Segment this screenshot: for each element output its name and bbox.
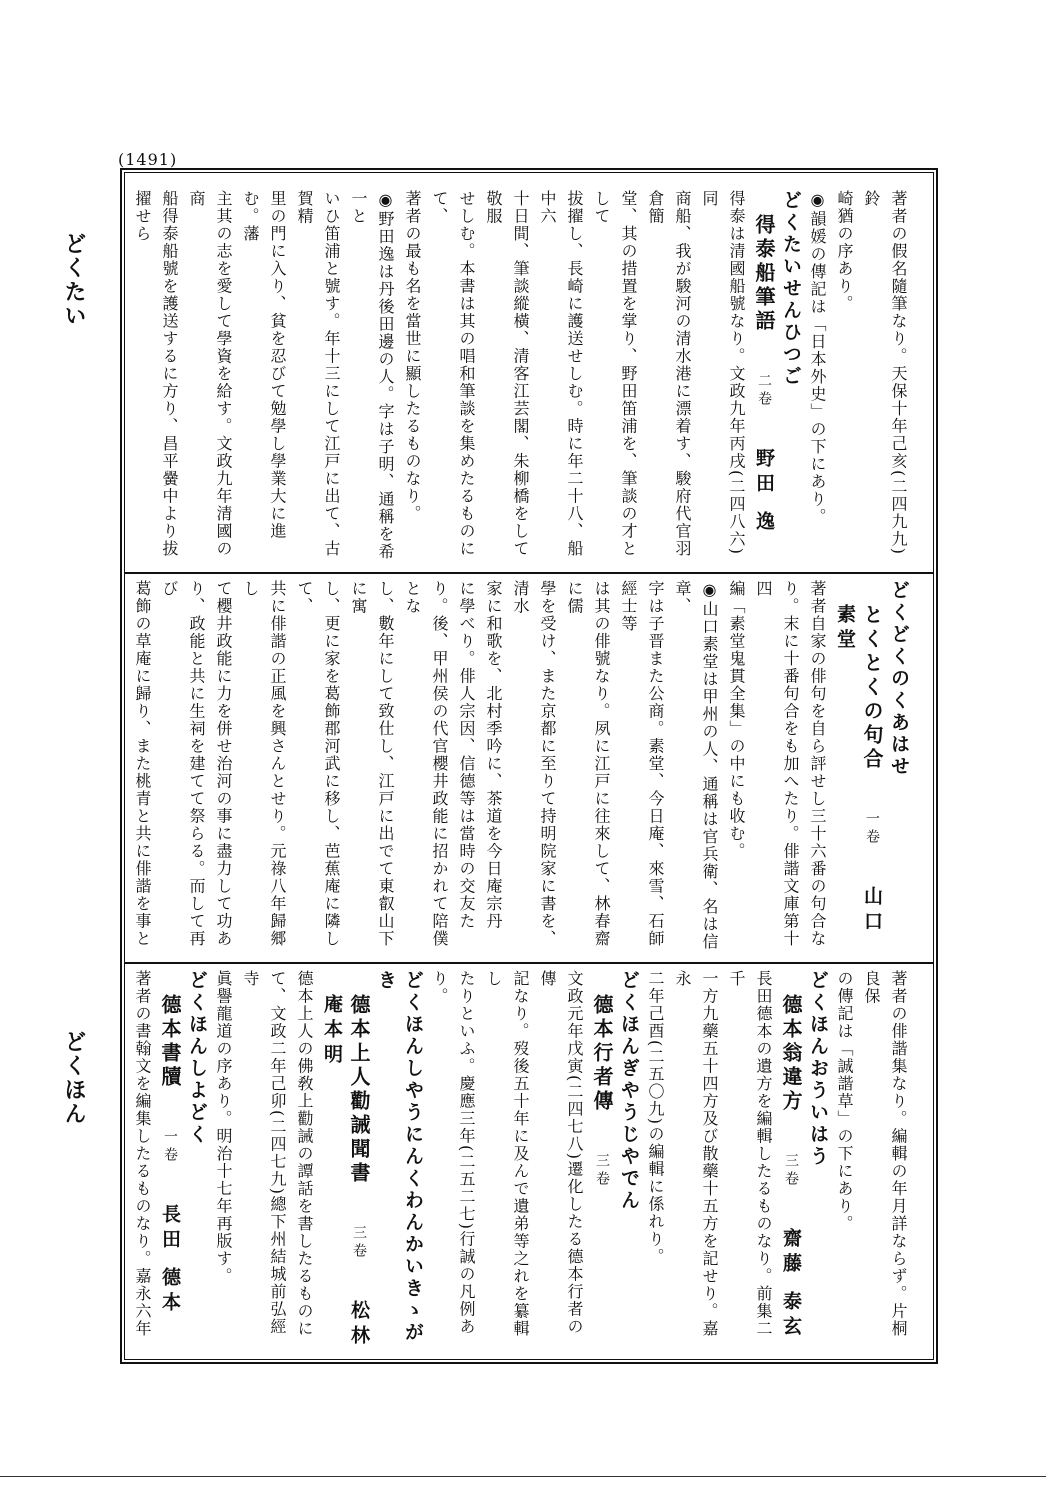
text-line: 記なり。歿後五十年に及んで遺弟等之れを纂輯し xyxy=(484,970,530,1338)
text-line: 堂、其の措置を掌り、野田笛浦を、筆談の才として xyxy=(592,190,638,558)
text-line: 著者の俳諧集なり。編輯の年月詳ならず。片桐良保 xyxy=(862,970,908,1338)
text-line: し、數年にして致仕し、江戸に出でて東叡山下に寓 xyxy=(349,580,395,948)
text-line: 商船、我が駿河の清水港に漂着す、駿府代官羽倉簡 xyxy=(646,190,692,558)
text-line: ◉山口素堂は甲州の人、通稱は官兵衛、名は信章、 xyxy=(673,580,719,951)
text-line: り。末に十番句合をも加へたり。俳諧文庫第十四 xyxy=(754,580,800,948)
text-line: 葛飾の草庵に歸り、また桃青と共に俳諧を事と xyxy=(133,580,152,948)
bottom-section xyxy=(132,970,912,1352)
text-line: せしむ。本書は其の唱和筆談を集めたるものにて、 xyxy=(430,190,476,558)
text-line: 里の門に入り、貧を忍びて勉學し學業大に進む。藩 xyxy=(241,190,287,540)
entry-kana-heading: どくほんぎやうじやでん xyxy=(618,970,640,1212)
entry-kana-heading: どくたいせんひつご xyxy=(780,190,802,388)
text-line: 編「素堂鬼貫全集」の中にも收む。 xyxy=(727,580,746,860)
text-line: 著者の最も名を當世に顯したるものなり。 xyxy=(403,190,422,523)
entry-kana-heading: どくどくのくあはせ xyxy=(888,580,910,778)
text-line: 主其の志を愛して學資を給す。文政九年清國の商 xyxy=(187,190,233,558)
text-line: 共に俳諧の正風を興さんとせり。元祿八年歸郷し xyxy=(241,580,287,948)
text-line: 家に和歌を、北村季吟に、茶道を今日庵宗丹 xyxy=(484,580,503,930)
entry-volume: 一卷 xyxy=(162,1128,178,1165)
top-section xyxy=(132,190,912,564)
entry-author: 長田 德本 xyxy=(159,1203,181,1317)
entry-title-line xyxy=(750,190,777,564)
text-line: 長田德本の遺方を編輯したるものなり。前集二千 xyxy=(727,970,773,1338)
page-bottom-rule xyxy=(0,1476,1046,1477)
entry-author: 齋藤 泰玄 xyxy=(780,1227,802,1341)
entry-volume: 三卷 xyxy=(351,1224,367,1261)
text-line: 船得泰船號を護送するに方り、昌平黌中より拔擢せら xyxy=(133,190,179,558)
entry-kana-heading: どくほんおういはう xyxy=(807,970,829,1168)
text-line: いひ笛浦と號す。年十三にして江戸に出て、古賀精 xyxy=(295,190,341,558)
entry-title: 得泰船筆語 xyxy=(752,214,776,334)
text-line: たりといふ。慶應三年(二五二七)行誠の凡例あり。 xyxy=(430,970,476,1336)
entry-title: とくとくの句合 xyxy=(860,604,884,772)
text-line: 十日間、筆談縱橫、清客江芸閣、朱柳橋をして敬服 xyxy=(484,190,530,558)
entry-kana-heading: どくほんしやうにんくわんかいきゝがき xyxy=(375,970,424,1344)
text-line: は其の俳號なり。夙に江戸に往來して、林春齋に儒 xyxy=(565,580,611,948)
entry-title: 德本翁違方 xyxy=(779,994,803,1114)
text-line: て、文政二年己卯(二四七九)總下州結城前弘經寺 xyxy=(241,970,287,1336)
entry-volume: 三卷 xyxy=(594,1152,610,1189)
entry-kana-heading: どくほんしよどく xyxy=(186,970,208,1146)
section-divider-bottom xyxy=(124,962,934,964)
entry-title: 德本上人勸誡聞書 xyxy=(347,994,371,1186)
text-line: 文政元年戊寅(二四七八)遷化したる德本行者の傳 xyxy=(538,970,584,1336)
text-line: 崎猶の序あり。 xyxy=(835,190,854,313)
entry-author: 野田 逸 xyxy=(753,447,775,536)
entry-volume: 二卷 xyxy=(756,372,772,409)
section-divider-top xyxy=(124,572,934,574)
text-line: し、更に家を葛飾郡河武に移し、芭蕉庵に隣して、 xyxy=(295,580,341,948)
text-line: り。後、甲州侯の代官櫻井政能に招かれて陪僕とな xyxy=(403,580,449,948)
entry-title-line xyxy=(156,970,183,1352)
text-line: 著者の書翰文を編集したるものなり。嘉永六年 xyxy=(133,970,152,1338)
text-line: 拔擢し、長崎に護送せしむ。時に年二十八、船中六 xyxy=(538,190,584,558)
text-line: ◉野田逸は丹後田邊の人。字は子明、通稱を希一と xyxy=(349,190,395,561)
text-line: て櫻井政能に力を併せ治河の事に盡力して功あ xyxy=(214,580,233,948)
text-line: 德本上人の佛敎上勸誡の譚話を書したるものに xyxy=(295,970,314,1338)
text-line: 得泰は清國船號なり。文政九年丙戌(二四八六)同 xyxy=(700,190,746,556)
entry-author: 山口 素堂 xyxy=(834,604,883,936)
running-head-right: どくほん xyxy=(61,1030,86,1126)
entry-title: 德本行者傳 xyxy=(590,994,614,1114)
text-line: 一方九藥五十四方及び散藥十五方を記せり。嘉永 xyxy=(673,970,719,1338)
running-head-left: どくたい xyxy=(61,232,86,328)
text-line: 字は子晋また公商。素堂、今日庵、來雪、石師經士等 xyxy=(619,580,665,948)
text-line: 二年己酉(二五〇九)の編輯に係れり。 xyxy=(646,970,665,1266)
page-number: (1491) xyxy=(118,150,178,169)
text-line: 著者自家の俳句を自ら評せし三十六番の句合な xyxy=(808,580,827,948)
text-line: り、政能と共に生祠を建てて祭らる。而して再び xyxy=(160,580,206,948)
text-line: 學を受け、また京都に至りて持明院家に書を、清水 xyxy=(511,580,557,948)
entry-volume: 三卷 xyxy=(783,1152,799,1189)
entry-title-line xyxy=(318,970,372,1352)
text-line: 著者の假名隨筆なり。天保十年己亥(二四九九)鈴 xyxy=(862,190,908,556)
text-line: に學べり。俳人宗因、信德等は當時の交友た xyxy=(457,580,476,930)
text-line: 眞譽龍道の序あり。明治十七年再版す。 xyxy=(214,970,233,1285)
entry-author: 松林庵本明 xyxy=(321,994,370,1350)
entry-title: 德本書牘 xyxy=(158,994,182,1090)
entry-title-line xyxy=(777,970,804,1352)
entry-title-line xyxy=(831,580,885,954)
text-line: ◉韻媛の傳記は「日本外史」の下にあり。 xyxy=(808,190,827,526)
entry-title-line xyxy=(588,970,615,1352)
text-line: の傳記は「誠諧草」の下にあり。 xyxy=(835,970,854,1233)
entry-volume: 一卷 xyxy=(864,810,880,847)
middle-section xyxy=(132,580,912,954)
